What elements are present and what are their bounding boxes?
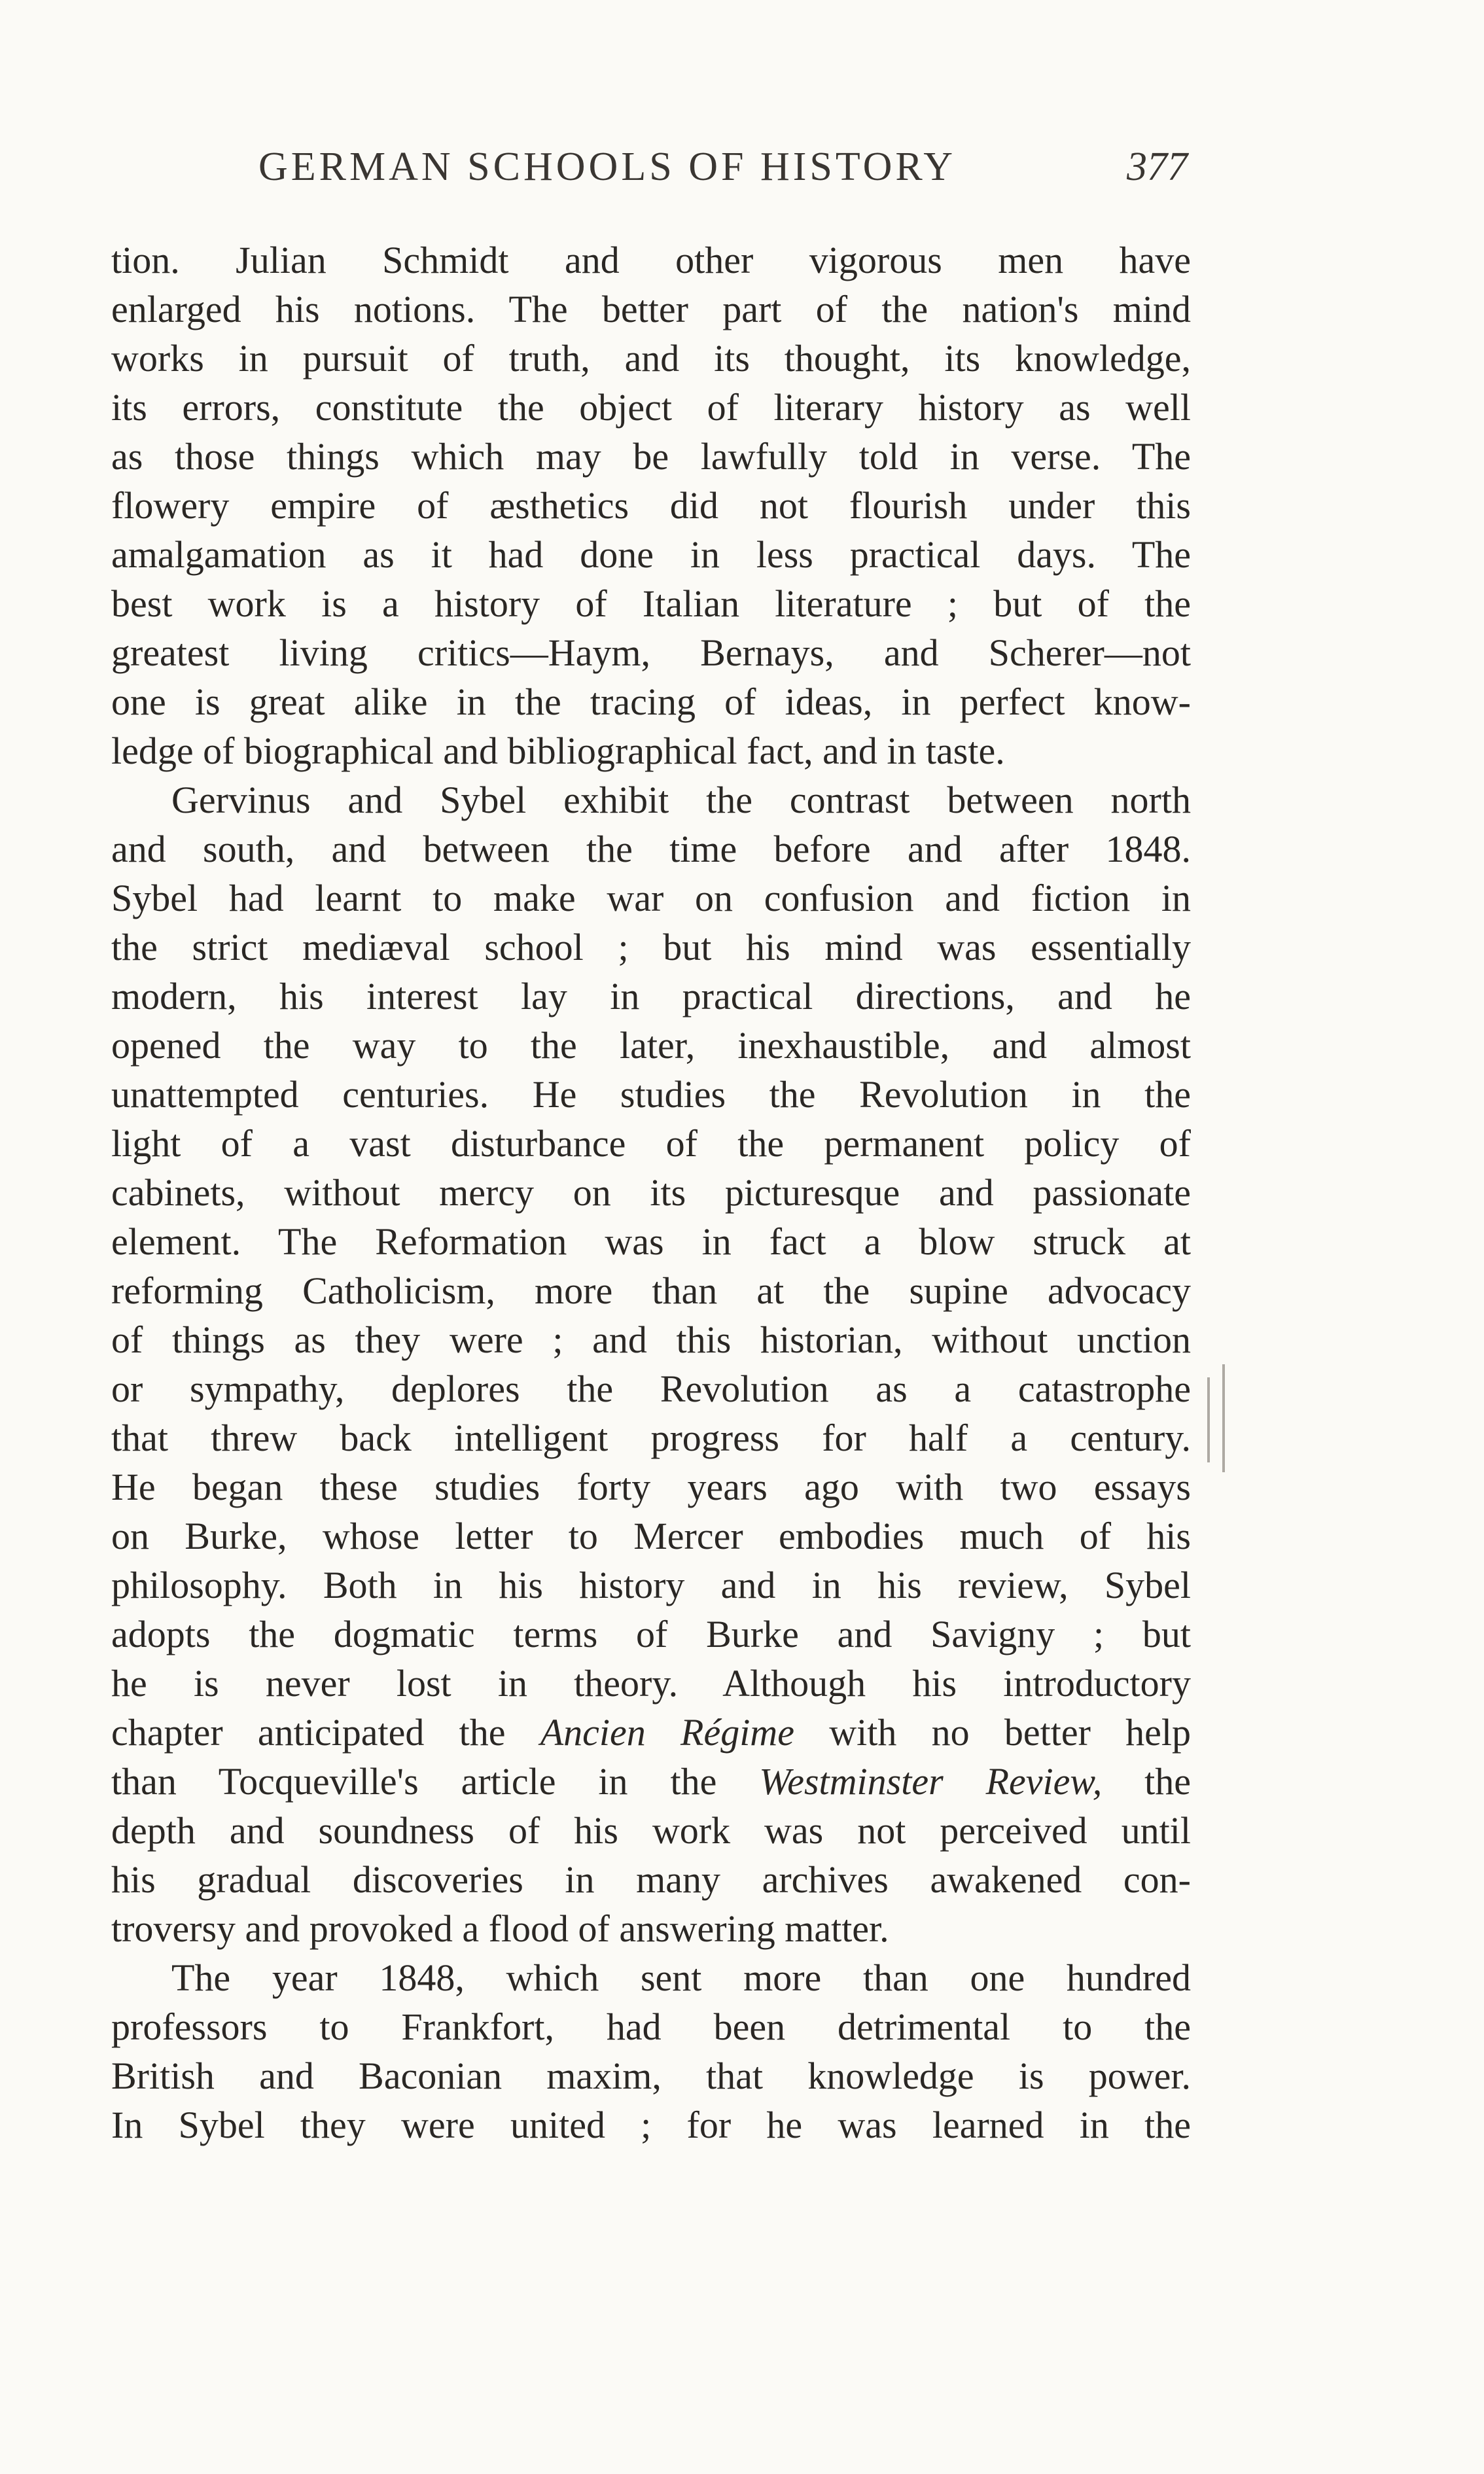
text-line: modern, his interest lay in practical directions, and he bbox=[111, 975, 1191, 1017]
body-text bbox=[111, 236, 1191, 2149]
text-line: opened the way to the later, inexhaustible, and almost bbox=[111, 1024, 1191, 1067]
text-line: British and Baconian maxim, that knowledge is power. bbox=[111, 2055, 1191, 2097]
text-line: troversy and provoked a flood of answering matter. bbox=[111, 1907, 889, 1950]
text-line: on Burke, whose letter to Mercer embodies much of his bbox=[111, 1515, 1191, 1557]
text-line: its errors, constitute the object of literary history as well bbox=[111, 386, 1191, 429]
text-line: ledge of biographical and bibliographical fact, and in taste. bbox=[111, 730, 1005, 772]
text-line: greatest living critics—Haym, Bernays, and Scherer—not bbox=[111, 631, 1191, 674]
text-line: professors to Frankfort, had been detrimental to the bbox=[111, 2006, 1191, 2048]
text-line: as those things which may be lawfully told in verse. The bbox=[111, 435, 1191, 478]
text-line: Sybel had learnt to make war on confusion and fiction in bbox=[111, 877, 1191, 919]
text-line: element. The Reformation was in fact a blow struck at bbox=[111, 1220, 1191, 1263]
margin-pencil-mark bbox=[1207, 1377, 1210, 1462]
running-head bbox=[258, 144, 1188, 203]
text-line: works in pursuit of truth, and its thought, its knowledge, bbox=[111, 337, 1191, 380]
text-line: best work is a history of Italian literature ; but of the bbox=[111, 582, 1191, 625]
text-line: philosophy. Both in his history and in his review, Sybel bbox=[111, 1564, 1191, 1606]
text-fragment: with no better help bbox=[829, 1711, 1191, 1754]
text-line: tion. Julian Schmidt and other vigorous men have bbox=[111, 239, 1191, 281]
text-line: his gradual discoveries in many archives awakened con- bbox=[111, 1858, 1191, 1901]
text-line: amalgamation as it had done in less practical days. The bbox=[111, 533, 1191, 576]
text-line: He began these studies forty years ago with two essays bbox=[111, 1466, 1191, 1508]
text-line: he is never lost in theory. Although his introductory bbox=[111, 1662, 1191, 1705]
text-line: The year 1848, which sent more than one hundred bbox=[171, 1956, 1191, 1999]
text-line: Gervinus and Sybel exhibit the contrast between north bbox=[171, 779, 1191, 821]
text-line: of things as they were ; and this historian, without unction bbox=[111, 1318, 1191, 1361]
text-fragment: the bbox=[1144, 1760, 1192, 1803]
text-line: cabinets, without mercy on its picturesque and passionate bbox=[111, 1171, 1191, 1214]
text-line: adopts the dogmatic terms of Burke and Savigny ; but bbox=[111, 1613, 1191, 1655]
italic-title-ancien-regime: Ancien Régime bbox=[540, 1711, 794, 1754]
text-line: enlarged his notions. The better part of the nation's mind bbox=[111, 288, 1191, 330]
text-line: depth and soundness of his work was not perceived until bbox=[111, 1809, 1191, 1852]
margin-pencil-mark bbox=[1222, 1364, 1225, 1472]
running-head-title: GERMAN SCHOOLS OF HISTORY bbox=[258, 145, 957, 189]
text-line-with-italic bbox=[111, 1708, 1191, 1757]
text-line: unattempted centuries. He studies the Revolution in the bbox=[111, 1073, 1191, 1116]
text-line: light of a vast disturbance of the permanent policy of bbox=[111, 1122, 1191, 1165]
text-line: and south, and between the time before and after 1848. bbox=[111, 828, 1191, 870]
text-line: that threw back intelligent progress for half a century. bbox=[111, 1417, 1191, 1459]
text-fragment: chapter anticipated the bbox=[111, 1711, 506, 1754]
text-line: flowery empire of æsthetics did not flourish under this bbox=[111, 484, 1191, 527]
text-line: reforming Catholicism, more than at the supine advocacy bbox=[111, 1269, 1191, 1312]
text-line: one is great alike in the tracing of ideas, in perfect know- bbox=[111, 680, 1191, 723]
page-number: 377 bbox=[1127, 145, 1188, 189]
text-line: In Sybel they were united ; for he was learned in the bbox=[111, 2104, 1191, 2146]
italic-title-westminster-review: Westminster Review, bbox=[759, 1760, 1103, 1803]
text-line-with-italic bbox=[111, 1757, 1191, 1806]
text-fragment: than Tocqueville's article in the bbox=[111, 1760, 717, 1803]
text-line: or sympathy, deplores the Revolution as a catastrophe bbox=[111, 1368, 1191, 1410]
text-line: the strict mediæval school ; but his mind was essentially bbox=[111, 926, 1191, 968]
